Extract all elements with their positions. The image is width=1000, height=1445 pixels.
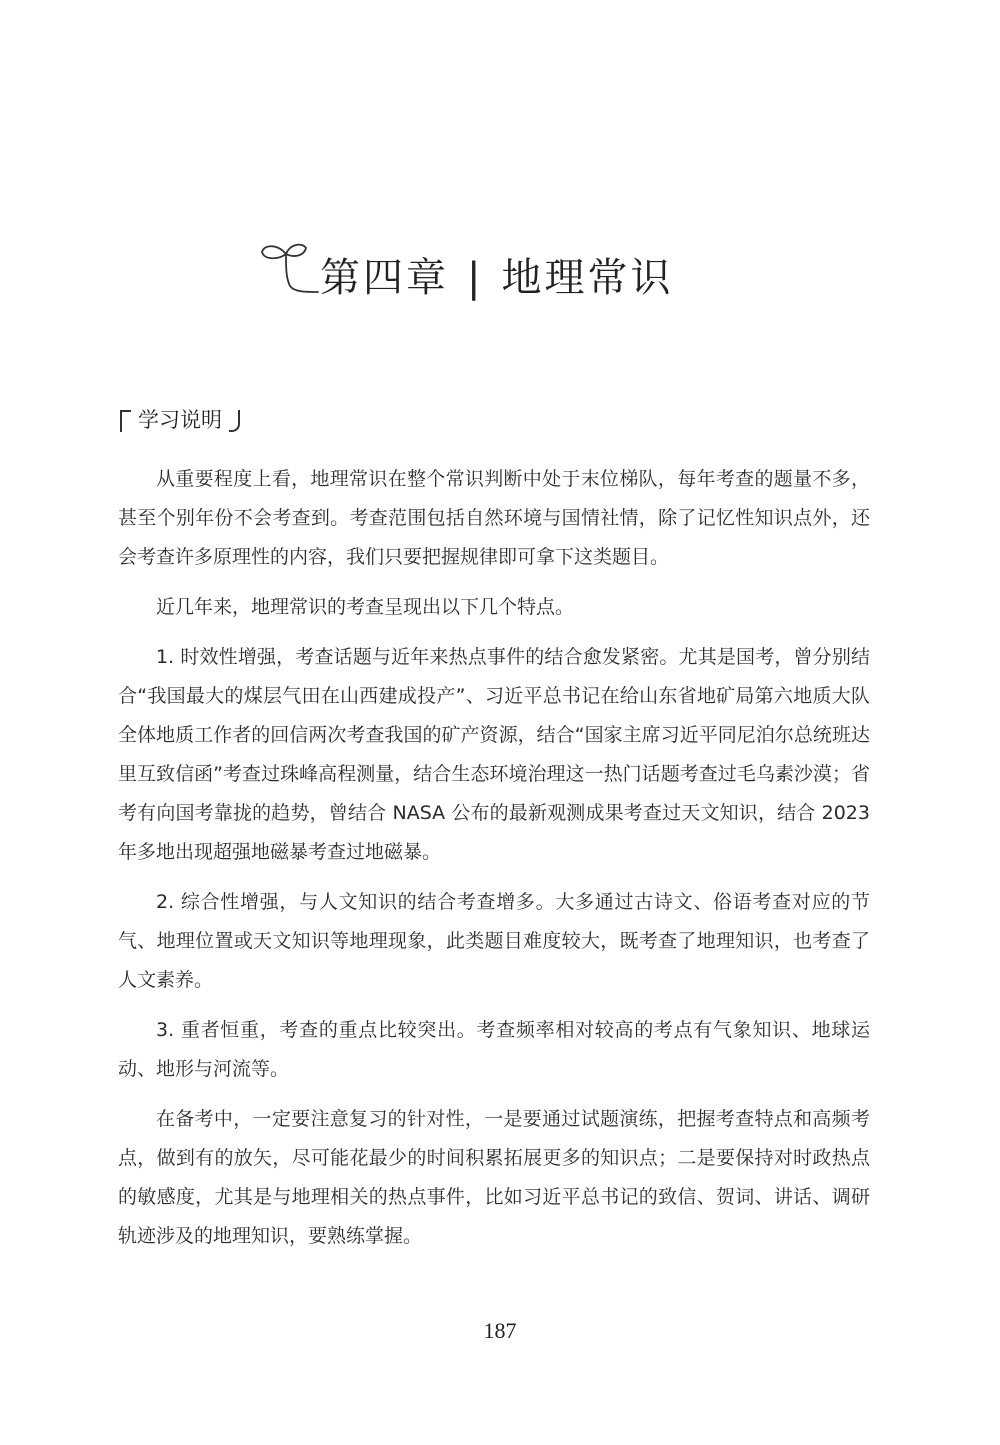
body-text — [118, 460, 870, 1267]
paragraph: 1. 时效性增强，考查话题与近年来热点事件的结合愈发紧密。尤其是国考，曾分别结合“我国最大的煤层气田在山西建成投产”、习近平总书记在给山东省地矿局第六地质大队全体地质工作者的回信两次考查我国的矿产资源，结合“国家主席习近平同尼泊尔总统班达里互致信函”考查过珠峰高程测量，结合生态环境治理这一热门话题考查过毛乌素沙漠；省考有向国考靠拢的趋势，曾结合 NASA 公布的最新观测成果考查过天文知识，结合 2023 年多地出现超强地磁暴考查过地磁暴。 — [118, 646, 870, 863]
paragraph: 3. 重者恒重，考查的重点比较突出。考查频率相对较高的考点有气象知识、地球运动、地形与河流等。 — [118, 1019, 870, 1080]
sprout-icon — [256, 238, 320, 296]
paragraph: 近几年来，地理常识的考查呈现出以下几个特点。 — [156, 596, 575, 618]
section-heading — [116, 404, 244, 435]
right-bracket-icon — [226, 408, 244, 432]
chapter-separator: | — [467, 255, 484, 301]
chapter-number: 第四章 — [320, 255, 449, 301]
chapter-title — [320, 254, 673, 302]
page-number: 187 — [483, 1318, 517, 1343]
paragraph: 2. 综合性增强，与人文知识的结合考查增多。大多通过古诗文、俗语考查对应的节气、地理位置或天文知识等地理现象，此类题目难度较大，既考查了地理知识，也考查了人文素养。 — [118, 891, 870, 991]
chapter-header — [250, 232, 720, 322]
chapter-name: 地理常识 — [501, 255, 674, 301]
paragraph: 在备考中，一定要注意复习的针对性，一是要通过试题演练，把握考查特点和高频考点，做到有的放矢，尽可能花最少的时间积累拓展更多的知识点；二是要保持对时政热点的敏感度，尤其是与地理相关的热点事件，比如习近平总书记的致信、贺词、讲话、调研轨迹涉及的地理知识，要熟练掌握。 — [118, 1108, 870, 1247]
left-bracket-icon — [116, 408, 134, 432]
paragraph: 从重要程度上看，地理常识在整个常识判断中处于末位梯队，每年考查的题量不多，甚至个别年份不会考查到。考查范围包括自然环境与国情社情，除了记忆性知识点外，还会考查许多原理性的内容，我们只要把握规律即可拿下这类题目。 — [118, 468, 870, 568]
section-heading-text: 学习说明 — [138, 408, 222, 432]
